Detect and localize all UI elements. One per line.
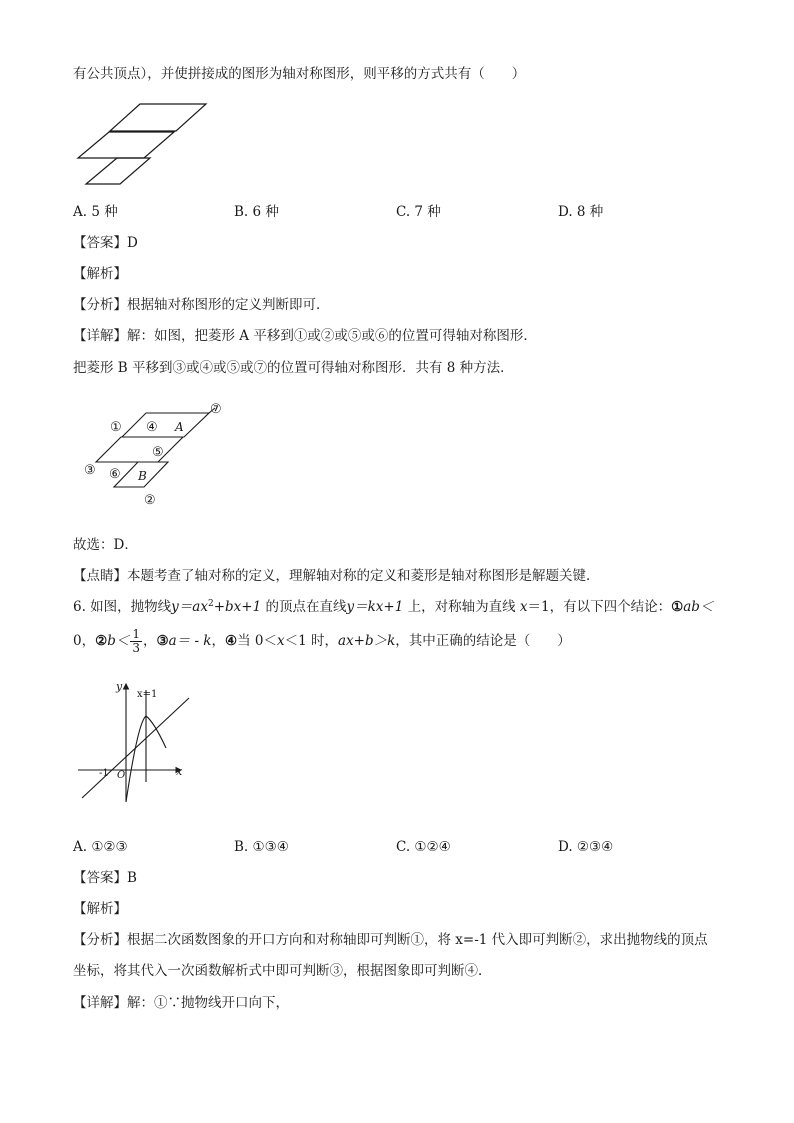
explain-tag: 【解析】 [73,266,127,282]
conclusion-4-text: 当 0＜ [237,633,277,649]
y-label: y [116,680,123,693]
q5-choose-line: 故选：D． [73,537,138,553]
q6-function-graph [75,678,195,803]
label-c6: ⑥ [109,467,121,482]
conclusion-3-mark: ③ [156,633,169,649]
q5-explain-tag [73,264,127,284]
rhombus-bottom [86,158,150,184]
label-b: B [138,469,147,483]
label-c4: ④ [146,420,158,435]
rhombus-top [110,104,206,131]
q6-option-a: A. ①②③ [73,839,128,855]
conclusion-2-mark: ② [95,633,108,649]
rhombus-middle [78,132,174,158]
comment-text: 本题考查了轴对称的定义，理解轴对称的定义和菱形是轴对称图形是解题关键． [127,568,600,584]
q6-option-d: D. ②③④ [558,839,614,855]
stem-text: ＝1，有以下四个结论： [527,599,672,615]
conclusion-4-mark: ④ [224,633,238,649]
q5-analysis-line [73,295,330,315]
q6-stem-line-2 [73,628,571,655]
analysis-text-1: 根据二次函数图象的开口方向和对称轴即可判断①，将 x=-1 代入即可判断②，求出抛物线的顶点 [127,932,708,948]
conclusion-2: b＜ [107,633,130,649]
q6-number: 6. 如图，抛物线 [73,599,172,615]
q5-option-a: A. 5 种 [73,204,118,220]
q5-option-d: D. 8 种 [558,204,604,220]
detail-text-1: 解：如图，把菱形 A 平移到①或②或⑤或⑥的位置可得轴对称图形． [127,328,537,344]
conclusion-3: a＝ - k [168,633,212,649]
q5-rhombus-figure [74,102,214,188]
conclusion-4-expr: ax+b＞k [338,633,396,649]
analysis-tag: 【分析】 [73,297,127,313]
origin-label: O [117,770,126,781]
label-c7: ⑦ [210,402,222,417]
detail-tag: 【详解】 [73,995,127,1011]
detail-tag: 【详解】 [73,328,127,344]
label-c5: ⑤ [152,445,164,460]
conclusion-1: ab＜ [683,599,714,615]
explain-tag: 【解析】 [73,901,127,917]
line-eq: y＝kx+1 [346,599,404,615]
axis-var: x [519,599,528,615]
q6-analysis-line-2: 坐标，将其代入一次函数解析式中即可判断③，根据图象即可判断④． [73,963,492,979]
q6-explain-tag [73,899,127,919]
q5-option-b: B. 6 种 [234,204,279,220]
label-a: A [175,420,184,434]
answer-value: B [127,870,137,886]
stem-text: 的顶点在直线 [261,599,347,615]
fraction-one-third: $\frac{1}{3}$ [132,627,140,655]
q5-solution-figure [82,400,242,510]
q5-question-tail: 有公共顶点），并使拼接成的图形为轴对称图形，则平移的方式共有（ ） [73,66,526,82]
stem-text: ，其中正确的结论是（ ） [395,633,571,649]
answer-tag: 【答案】 [73,235,127,251]
q5-comment-line [73,566,600,586]
q6-option-b: B. ①③④ [234,839,289,855]
q6-option-c: C. ①②④ [396,839,451,855]
stem-text: 上，对称轴为直线 [403,599,520,615]
answer-tag: 【答案】 [73,870,127,886]
stem-text: ， [211,633,225,649]
comment-tag: 【点睛】 [73,568,127,584]
conclusion-1-mark: ① [671,599,684,615]
q5-option-c: C. 7 种 [396,204,441,220]
conclusion-4-text: ＜1 时， [284,633,338,649]
stem-text: 0， [73,633,96,649]
analysis-text: 根据轴对称图形的定义判断即可． [127,297,330,313]
q6-stem-line-1 [73,597,713,617]
conclusion-4-var: x [276,633,285,649]
rhombus-a [122,413,209,437]
x-label: x [176,765,183,778]
q5-detail-line-2: 把菱形 B 平移到③或④或⑤或⑦的位置可得轴对称图形．共有 8 种方法． [73,360,514,376]
analysis-tag: 【分析】 [73,932,127,948]
rhombus-middle [96,437,183,462]
x1-label: x=1 [137,689,158,700]
neg1-label: -1 [99,768,109,779]
q5-detail-line-1 [73,326,537,346]
q6-analysis-line-1 [73,930,708,950]
q5-answer-line [73,233,138,253]
exponent: 2 [207,599,214,609]
label-c2: ② [144,493,156,508]
q6-detail-line [73,993,289,1013]
label-c1: ① [110,420,122,435]
label-c3: ③ [84,463,96,478]
parabola-eq-a: y＝ax [171,599,208,615]
q6-answer-line [73,868,137,888]
answer-value: D [127,235,138,251]
detail-text: 解：①∵抛物线开口向下， [127,995,289,1011]
parabola-eq-b: +bx+1 [213,599,262,615]
stem-text: ， [143,633,157,649]
